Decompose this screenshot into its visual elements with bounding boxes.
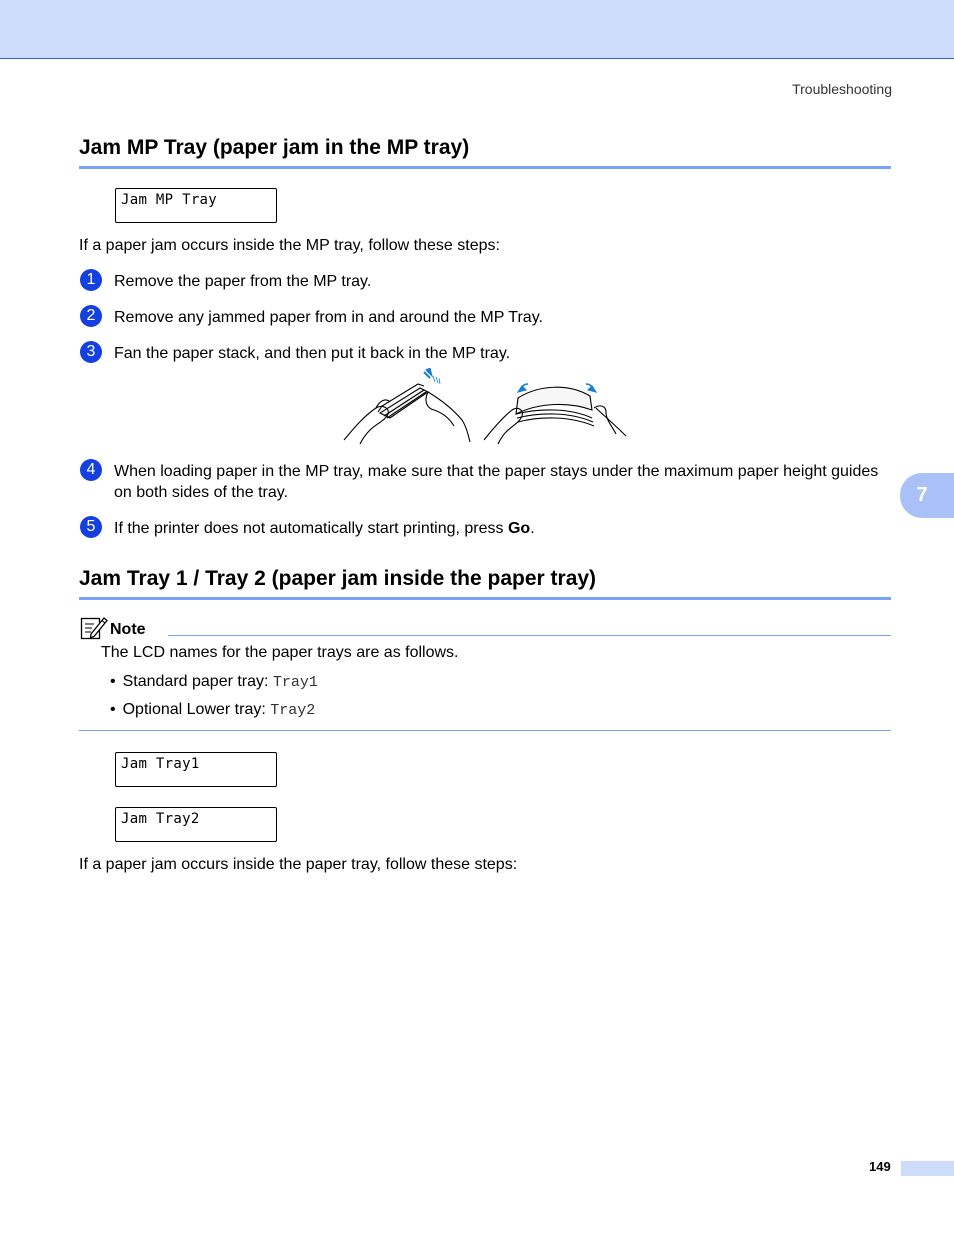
lcd-display-tray2: Jam Tray2 xyxy=(115,807,277,842)
note-text: The LCD names for the paper trays are as follows. xyxy=(101,644,459,661)
bullet-label: Standard paper tray: xyxy=(122,673,273,690)
step-text-part: If the printer does not automatically start printing, press xyxy=(114,520,508,537)
bullet-dot: • xyxy=(110,701,116,718)
step-number-badge: 2 xyxy=(80,305,102,327)
fan-paper-illustration xyxy=(340,368,632,448)
page-number: 149 xyxy=(869,1159,891,1174)
note-divider-top xyxy=(168,635,891,636)
lcd-display-tray1: Jam Tray1 xyxy=(115,752,277,787)
step-text xyxy=(114,518,884,539)
intro-paragraph-tray: If a paper jam occurs inside the paper tray, follow these steps: xyxy=(79,856,518,873)
bullet-lcd-value: Tray1 xyxy=(272,674,318,691)
step-text: Fan the paper stack, and then put it back in the MP tray. xyxy=(114,345,511,362)
lcd-display-mp-tray: Jam MP Tray xyxy=(115,188,277,223)
note-label: Note xyxy=(110,621,146,638)
note-bullet-item xyxy=(110,673,318,691)
intro-paragraph: If a paper jam occurs inside the MP tray, follow these steps: xyxy=(79,237,500,254)
top-band xyxy=(0,0,954,59)
section-title-paper-tray: Jam Tray 1 / Tray 2 (paper jam inside the paper tray) xyxy=(79,567,891,600)
bullet-label: Optional Lower tray: xyxy=(122,701,271,718)
bullet-dot: • xyxy=(110,673,116,690)
section-title-mp-tray: Jam MP Tray (paper jam in the MP tray) xyxy=(79,136,891,169)
chapter-tab: 7 xyxy=(900,473,954,518)
step-number-badge: 4 xyxy=(80,459,102,481)
step-number-badge: 5 xyxy=(80,516,102,538)
note-pencil-icon xyxy=(80,615,108,641)
step-number-badge: 3 xyxy=(80,341,102,363)
page-tab xyxy=(901,1161,954,1176)
step-text: When loading paper in the MP tray, make sure that the paper stays under the maximum paper height guides on both sides of the tray. xyxy=(114,463,879,501)
note-divider-bottom xyxy=(79,730,891,731)
step-number-badge: 1 xyxy=(80,269,102,291)
step-text-part: . xyxy=(530,520,535,537)
go-key-label: Go xyxy=(507,520,531,537)
step-text: Remove the paper from the MP tray. xyxy=(114,273,372,290)
step-text: Remove any jammed paper from in and around the MP Tray. xyxy=(114,309,543,326)
bullet-lcd-value: Tray2 xyxy=(270,702,316,719)
note-bullet-item xyxy=(110,701,315,719)
running-header: Troubleshooting xyxy=(792,81,892,97)
